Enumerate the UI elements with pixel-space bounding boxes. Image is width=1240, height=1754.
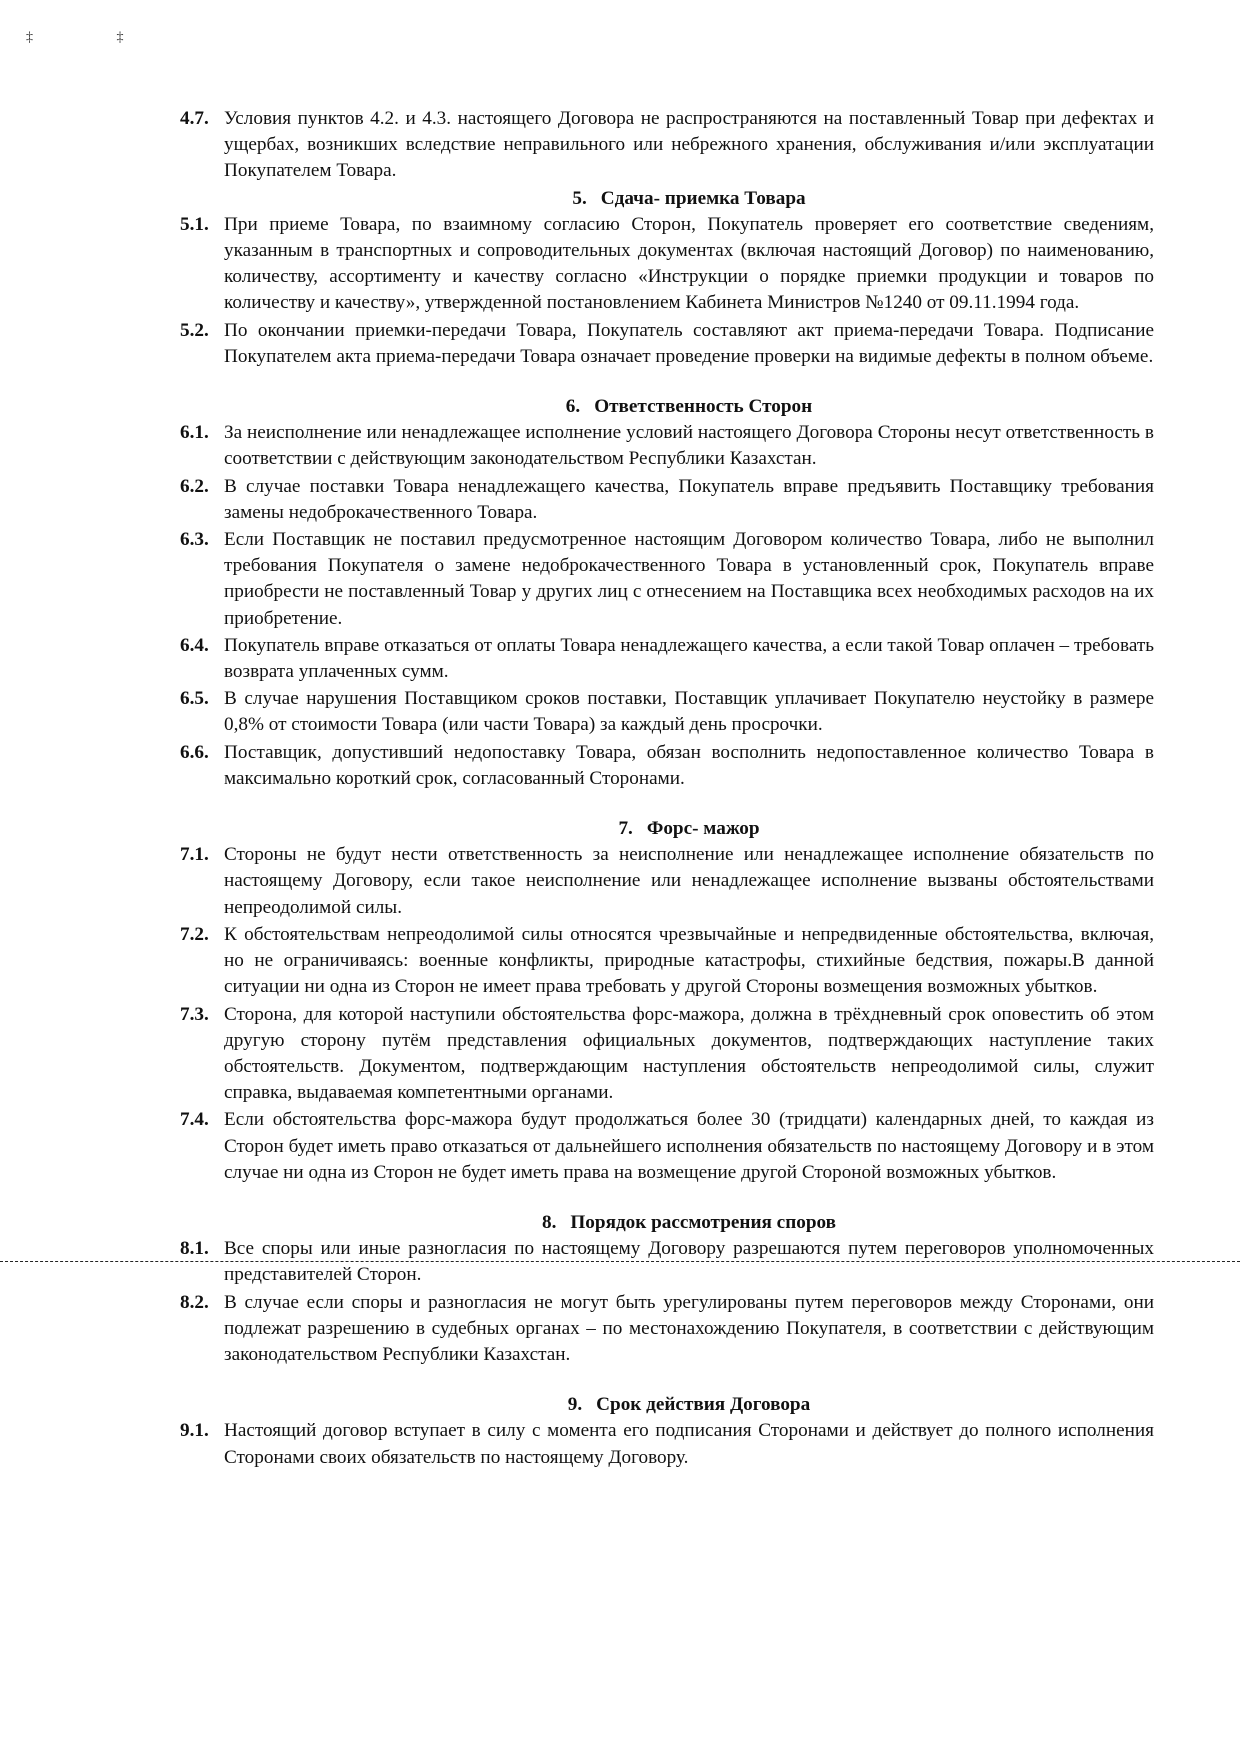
clause-5-1 bbox=[180, 212, 1154, 317]
clause-number: 8.1. bbox=[180, 1238, 209, 1260]
clause-number: 8.2. bbox=[180, 1291, 209, 1313]
clause-6-5 bbox=[180, 686, 1154, 738]
scan-corner-marks: ‡ ‡ bbox=[26, 30, 164, 45]
clause-9-1 bbox=[180, 1418, 1154, 1470]
clause-number: 5.1. bbox=[180, 213, 209, 235]
clause-7-3 bbox=[180, 1002, 1154, 1107]
clause-text: Поставщик, допустивший недопоставку Товара, обязан восполнить недопоставленное количество Товара в максимально короткий срок, согласованный Сторонами. bbox=[224, 741, 1154, 789]
clause-text: В случае если споры и разногласия не могут быть урегулированы путем переговоров между Сторонами, они подлежат разрешению в судебных органах – по местонахождению Покупателя, в соответствии с действующим законодательством Республики Казахстан. bbox=[224, 1291, 1154, 1365]
clause-number: 4.7. bbox=[180, 108, 209, 129]
clause-6-4 bbox=[180, 633, 1154, 685]
clause-7-4 bbox=[180, 1107, 1154, 1186]
clause-number: 6.3. bbox=[180, 529, 209, 551]
clause-number: 6.6. bbox=[180, 741, 209, 763]
section-title: Срок действия Договора bbox=[596, 1394, 811, 1416]
clause-text: Все споры или иные разногласия по настоящему Договору разрешаются путем переговоров уполномоченных представителей Сторон. bbox=[224, 1238, 1154, 1286]
clause-7-2 bbox=[180, 922, 1154, 1001]
clause-4-7 bbox=[180, 106, 1154, 185]
clause-6-1 bbox=[180, 420, 1154, 472]
section-number: 6. bbox=[565, 396, 581, 418]
clause-8-2 bbox=[180, 1290, 1154, 1369]
clause-6-2 bbox=[180, 474, 1154, 526]
clause-number: 6.2. bbox=[180, 475, 209, 497]
section-6-heading bbox=[186, 394, 1154, 420]
clause-8-1 bbox=[180, 1236, 1154, 1288]
clause-number: 7.3. bbox=[180, 1003, 209, 1025]
clause-text: Покупатель вправе отказаться от оплаты Товара ненадлежащего качества, а если такой Товар оплачен – требовать возврата уплаченных сумм. bbox=[224, 634, 1154, 683]
clause-6-6 bbox=[180, 740, 1154, 792]
clause-number: 5.2. bbox=[180, 319, 209, 341]
section-title: Форс- мажор bbox=[646, 818, 760, 840]
clause-text: В случае нарушения Поставщиком сроков поставки, Поставщик уплачивает Покупателю неустойку в размере 0,8% от стоимости Товара (или части Товара) за каждый день просрочки. bbox=[224, 688, 1154, 736]
contract-body bbox=[180, 106, 1154, 1472]
clause-text: За неисполнение или ненадлежащее исполнение условий настоящего Договора Стороны несут ответственность в соответствии с действующим законодательством Республики Казахстан. bbox=[224, 422, 1154, 470]
clause-text: Если Поставщик не поставил предусмотренное настоящим Договором количество Товара, либо не выполнил требования Покупателя о замене недоброкачественного Товара в установленный срок, Покупатель вправе приобрести не поставленный Товар у других лиц с отнесением на Поставщика всех необходимых расходов на их приобретение. bbox=[224, 529, 1154, 629]
clause-text: При приеме Товара, по взаимному согласию Сторон, Покупатель проверяет его соответствие сведениям, указанным в транспортных и сопроводительных документах (включая настоящий Договор) по наименованию, количеству, ассортименту и качеству согласно «Инструкции о порядке приемки продукции и товаров по количеству и качеству», утвержденной постановлением Кабинета Министров №1240 от 09.11.1994 года. bbox=[224, 213, 1154, 314]
clause-text: Настоящий договор вступает в силу с момента его подписания Сторонами и действует до полного исполнения Сторонами своих обязательств по настоящему Договору. bbox=[224, 1420, 1154, 1468]
clause-number: 6.5. bbox=[180, 688, 209, 710]
section-title: Сдача- приемка Товара bbox=[600, 187, 806, 209]
clause-text: Условия пунктов 4.2. и 4.3. настоящего Договора не распространяются на поставленный Товар при дефектах и ущербах, возникших вследствие неправильного или небрежного хранения, обслуживания и/или эксплуатации Покупателем Товара. bbox=[224, 108, 1154, 182]
section-5-heading bbox=[186, 186, 1154, 212]
clause-text: Сторона, для которой наступили обстоятельства форс-мажора, должна в трёхдневный срок оповестить об этом другую сторону путём представления официальных документов, подтверждающих наступление таких обстоятельств. Документом, подтверждающим наступления обстоятельств непреодолимой силы, служит справка, выдаваемая компетентными органами. bbox=[224, 1003, 1154, 1104]
clause-6-3 bbox=[180, 527, 1154, 632]
section-number: 5. bbox=[572, 187, 587, 209]
clause-number: 7.1. bbox=[180, 844, 209, 866]
section-title: Порядок рассмотрения споров bbox=[570, 1211, 837, 1233]
clause-number: 6.1. bbox=[180, 422, 209, 444]
section-title: Ответственность Сторон bbox=[594, 396, 813, 418]
clause-7-1 bbox=[180, 842, 1154, 921]
section-number: 9. bbox=[567, 1394, 583, 1416]
clause-text: Если обстоятельства форс-мажора будут продолжаться более 30 (тридцати) календарных дней, то каждая из Сторон будет иметь право отказаться от дальнейшего исполнения обязательств по настоящему Договору и в этом случае ни одна из Сторон не будет иметь права на возмещение другой Стороной возможных убытков. bbox=[224, 1109, 1154, 1183]
section-number: 7. bbox=[618, 818, 633, 840]
section-number: 8. bbox=[541, 1211, 557, 1233]
clause-number: 7.4. bbox=[180, 1109, 209, 1131]
section-8-heading bbox=[186, 1210, 1154, 1236]
clause-text: В случае поставки Товара ненадлежащего качества, Покупатель вправе предъявить Поставщику требования замены недоброкачественного Товара. bbox=[224, 475, 1154, 523]
clause-5-2 bbox=[180, 318, 1154, 370]
clause-text: К обстоятельствам непреодолимой силы относятся чрезвычайные и непредвиденные обстоятельства, включая, но не ограничиваясь: военные конфликты, природные катастрофы, стихийные бедствия, пожары.В данной ситуации ни одна из Сторон не имеет права требовать у другой Стороны возмещения возможных убытков. bbox=[224, 923, 1154, 998]
clause-text: По окончании приемки-передачи Товара, Покупатель составляют акт приема-передачи Товара. Подписание Покупателем акта приема-передачи Товара означает проведение проверки на видимые дефекты в полном объеме. bbox=[224, 319, 1154, 367]
clause-text: Стороны не будут нести ответственность за неисполнение или ненадлежащее исполнение обязательств по настоящему Договору, если такое неисполнение или ненадлежащее исполнение вызваны обстоятельствами непреодолимой силы. bbox=[224, 844, 1154, 918]
clause-number: 6.4. bbox=[180, 634, 209, 656]
clause-number: 9.1. bbox=[180, 1420, 209, 1442]
section-9-heading bbox=[186, 1392, 1154, 1418]
section-7-heading bbox=[186, 816, 1154, 842]
clause-number: 7.2. bbox=[180, 923, 209, 945]
